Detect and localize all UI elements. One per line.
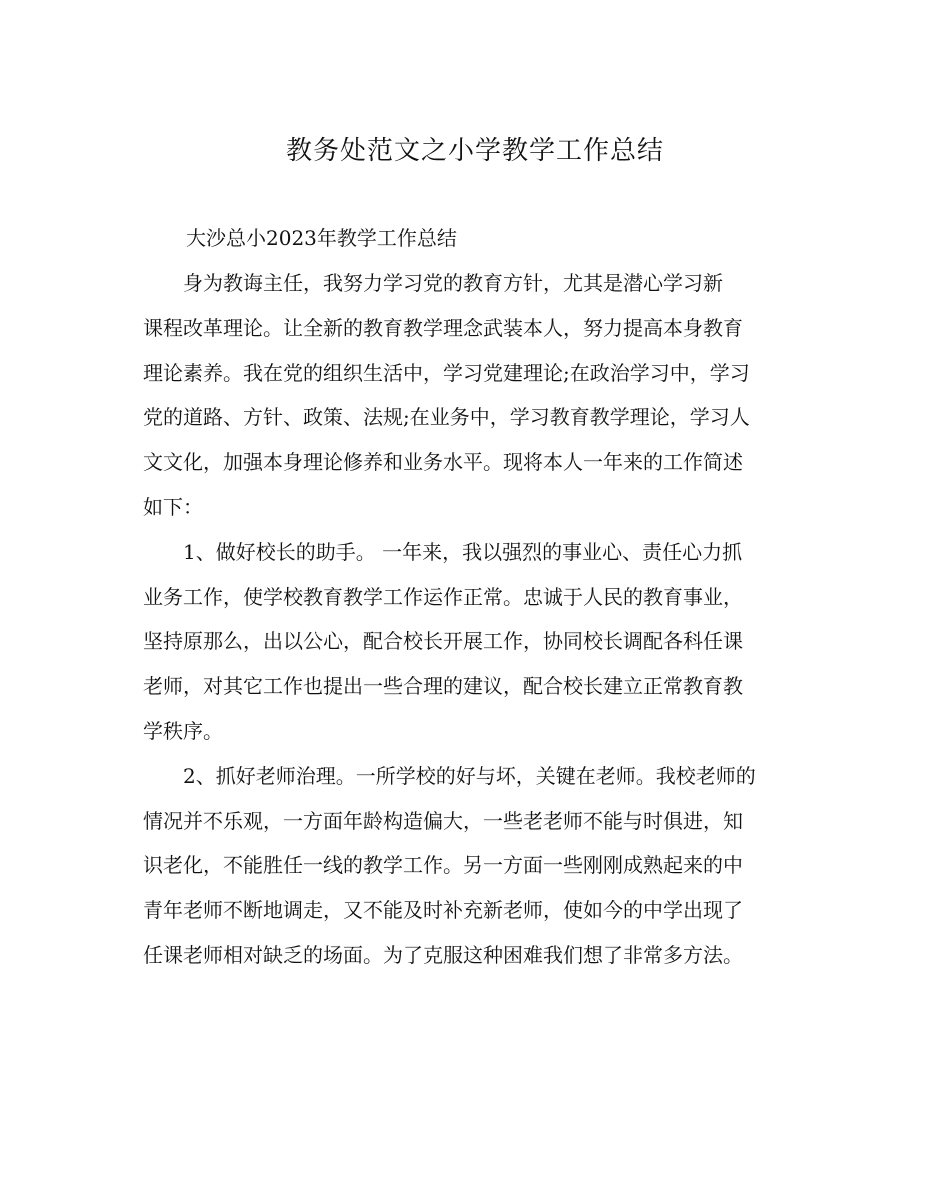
text-line: 情况并不乐观，一方面年龄构造偏大，一些老老师不能与时俱进，知 <box>143 808 743 833</box>
text-line: 识老化，不能胜任一线的教学工作。另一方面一些刚刚成熟起来的中 <box>143 853 743 878</box>
text-line: 理论素养。我在党的组织生活中，学习党建理论;在政治学习中，学习 <box>143 360 750 385</box>
paragraph-intro <box>143 261 808 530</box>
text-line: 业务工作，使学校教育教学工作运作正常。忠诚于人民的教育事业， <box>143 584 743 609</box>
text-line: 任课老师相对缺乏的场面。为了克服这种困难我们想了非常多方法。 <box>143 942 743 967</box>
document-body <box>143 261 808 978</box>
text-line: 身为教诲主任，我努力学习党的教育方针，尤其是潜心学习新 <box>143 271 723 295</box>
text-line: 党的道路、方针、政策、法规;在业务中，学习教育教学理论，学习人 <box>143 405 750 430</box>
text-line: 坚持原那么，出以公心，配合校长开展工作，协同校长调配各科任课 <box>143 629 743 654</box>
text-line: 青年老师不断地调走，又不能及时补充新老师，使如今的中学出现了 <box>143 898 743 923</box>
document-subtitle: 大沙总小2023年教学工作总结 <box>186 226 457 250</box>
paragraph-item-1 <box>143 530 808 754</box>
text-line: 2、抓好老师治理。一所学校的好与坏，关键在老师。我校老师的 <box>143 763 756 788</box>
text-line: 学秩序。 <box>143 718 223 743</box>
text-line: 如下： <box>143 494 203 519</box>
document-title: 教务处范文之小学教学工作总结 <box>285 136 664 166</box>
text-line: 课程改革理论。让全新的教育教学理念武装本人，努力提高本身教育 <box>143 315 743 340</box>
paragraph-item-2 <box>143 754 808 978</box>
text-line: 老师，对其它工作也提出一些合理的建议，配合校长建立正常教育教 <box>143 674 743 699</box>
text-line: 1、做好校长的助手。 一年来，我以强烈的事业心、责任心力抓 <box>143 539 743 564</box>
text-line: 文文化，加强本身理论修养和业务水平。现将本人一年来的工作简述 <box>143 450 743 475</box>
